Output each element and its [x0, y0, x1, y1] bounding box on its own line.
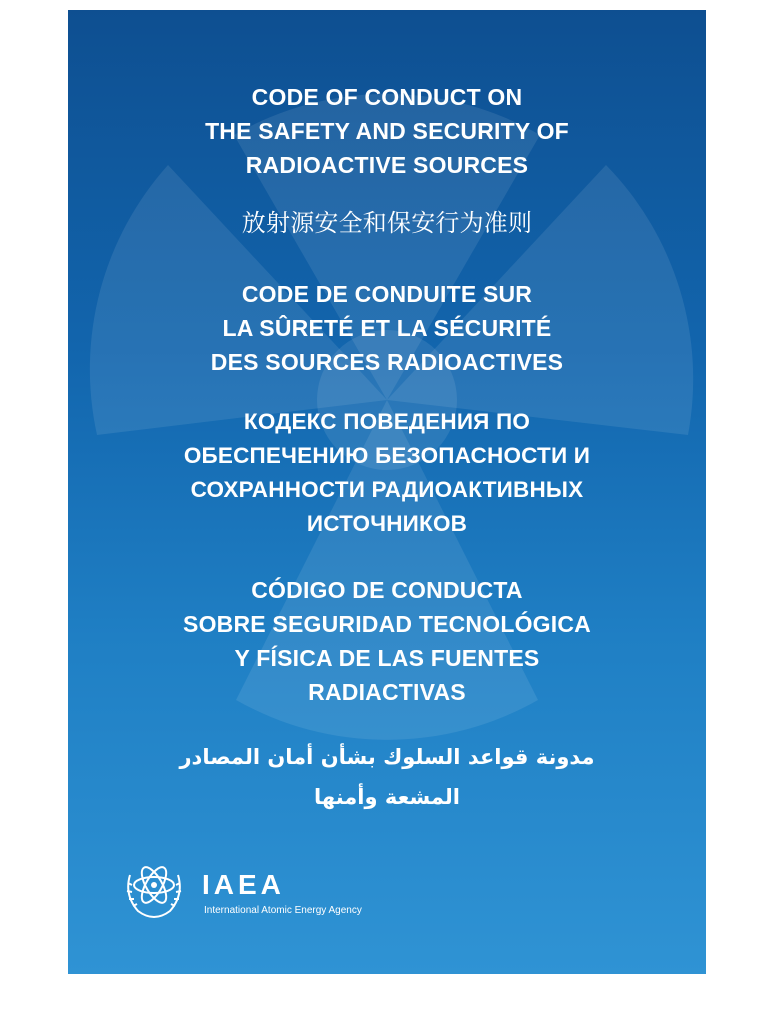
title-line: DES SOURCES RADIOACTIVES [210, 349, 564, 375]
title-line: LA SÛRETÉ ET LA SÉCURITÉ [222, 315, 552, 341]
document-cover [68, 10, 706, 974]
title-line: СОХРАННОСТИ РАДИОАКТИВНЫХ [190, 477, 584, 502]
logo-name: IAEA [202, 869, 285, 900]
logo-full-name: International Atomic Energy Agency [204, 905, 362, 916]
title-line: THE SAFETY AND SECURITY OF [205, 118, 569, 144]
title-french [68, 277, 706, 379]
title-line: Y FÍSICA DE LAS FUENTES [234, 645, 540, 671]
title-line: SOBRE SEGURIDAD TECNOLÓGICA [183, 611, 591, 637]
title-chinese [68, 206, 706, 240]
title-line: ОБЕСПЕЧЕНИЮ БЕЗОПАСНОСТИ И [183, 443, 591, 468]
title-line: 放射源安全和保安行为准则 [241, 209, 533, 237]
title-russian [68, 405, 706, 541]
title-spanish [68, 573, 706, 709]
iaea-atom-laurel-icon [122, 855, 186, 927]
title-line: مدونة قواعد السلوك بشأن أمان المصادر [179, 745, 595, 769]
title-line: ИСТОЧНИКОВ [306, 511, 468, 536]
title-line: CÓDIGO DE CONDUCTA [251, 577, 523, 603]
title-line: RADIOACTIVE SOURCES [245, 152, 529, 178]
title-english [68, 80, 706, 182]
title-line: RADIACTIVAS [308, 679, 466, 705]
title-line: КОДЕКС ПОВЕДЕНИЯ ПО [243, 409, 531, 434]
title-line: المشعة وأمنها [313, 785, 460, 809]
title-arabic [68, 737, 706, 817]
title-line: CODE OF CONDUCT ON [251, 84, 523, 110]
title-line: CODE DE CONDUITE SUR [241, 281, 533, 307]
